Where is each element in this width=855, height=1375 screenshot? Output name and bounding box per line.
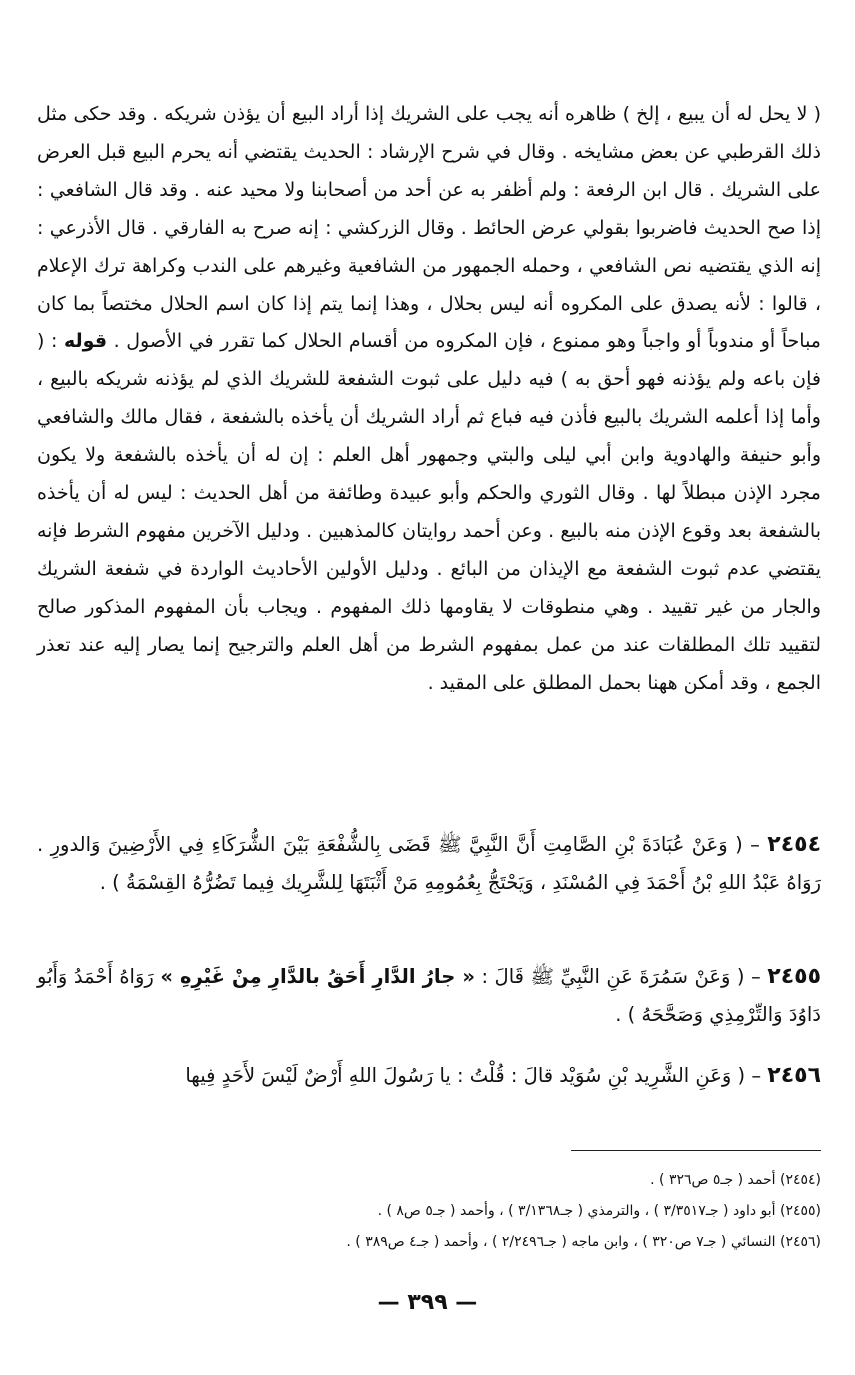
commentary-paragraph	[37, 96, 821, 703]
hadith-number: ٢٤٥٤	[767, 832, 821, 857]
hadith-quote: « جارُ الدَّارِ أَحَقُ بالدَّارِ مِنْ غَيْرِهِ »	[160, 965, 475, 988]
commentary-text-part1: ( لا يحل له أن يبيع ، إلخ ) ظاهره أنه يجب على الشريك إذا أراد البيع أن يؤذن شريكه . وقد حكى مثل ذلك القرطبي عن بعض مشايخه . وقال في شرح الإرشاد : الحديث يقتضي أنه يحرم البيع قبل العرض على الشريك . قال ابن الرفعة : ولم أظفر به عن أحد من أصحابنا ولا محيد عنه . وقد قال الشافعي : إذا صح الحديث فاضربوا بقولي عرض الحائط . وقال الزركشي : إنه صرح به الفارقي . قال الأذرعي : إنه الذي يقتضيه نص الشافعي ، وحمله الجمهور من الشافعية وغيرهم على الندب وكراهة ترك الإعلام ، قالوا : لأنه يصدق على المكروه أنه ليس بحلال ، وهذا إنما يتم إذا كان اسم الحلال مختصاً بما كان مباحاً أو مندوباً أو واجباً وهو ممنوع ، فإن المكروه من أقسام الحلال كما تقرر في الأصول .	[37, 103, 821, 353]
commentary-text-part2: : ( فإن باعه ولم يؤذنه فهو أحق به ) فيه دليل على ثبوت الشفعة للشريك الذي لم يؤذنه شريكه بالبيع ، وأما إذا أعلمه الشريك بالبيع فأذن فيه فباع ثم أراد الشريك أن يأخذه بالشفعة ، فقال مالك والشافعي وأبو حنيفة والهادوية وابن أبي ليلى والبتي وجمهور أهل العلم : إن له أن يأخذه بالشفعة ولا يكون مجرد الإذن مبطلاً لها . وقال الثوري والحكم وأبو عبيدة وطائفة من أهل الحديث : ليس له أن يأخذه بالشفعة بعد وقوع الإذن منه بالبيع . وعن أحمد روايتان كالمذهبين . ودليل الآخرين مفهوم الشرط فإنه يقتضي عدم ثبوت الشفعة مع الإيذان من البائع . ودليل الأولين الأحاديث الواردة في شفعة الشريك والجار من غير تقييد . وهي منطوقات لا يقاومها ذلك المفهوم . ويجاب بأن المفهوم المذكور صالح لتقييد تلك المطلقات عند من عمل بمفهوم الشرط من أهل العلم والترجيح إنما يصار إليه عند تعذر الجمع ، وقد أمكن ههنا بحمل المطلق على المقيد .	[37, 330, 821, 694]
footnotes-list	[37, 1165, 821, 1258]
hadith-2456	[37, 1057, 821, 1095]
hadith-text: – ( وَعَنِ الشَّرِيد بْنِ سُوَيْد قالَ : قُلْتُ : يا رَسُولَ اللهِ أَرْضٌ لَيْسَ لأَحَدٍ فِيها	[185, 1064, 762, 1087]
hadith-text: – ( وَعَنْ سَمُرَةَ عَنِ النَّبِيِّ ﷺ قَالَ :	[481, 965, 761, 988]
page-number: — ٣٩٩ —	[377, 1290, 478, 1315]
hadith-text: – ( وَعَنْ عُبَادَةَ بْنِ الصَّامِتِ أَنَّ النَّبِيَّ ﷺ قَضَى بِالشُّفْعَةِ بَيْنَ الشُّرَكَاءِ فِي الأَرْضِينَ وَالدورِ . رَوَاهُ عَبْدُ اللهِ بْنُ أَحْمَدَ فِي المُسْنَدِ ، وَيَحْتَجُّ بِعُمُومِهِ مَنْ أَثْبَتَهَا لِلشَّرِيك فِيما تَضُرُّهُ القِسْمَةُ ) .	[37, 833, 821, 894]
footnote-item: (٢٤٥٤) أحمد ( جـ٥ ص٣٢٦ ) .	[650, 1172, 821, 1188]
footnote-item: (٢٤٥٦) النسائي ( جـ٧ ص٣٢٠ ) ، وابن ماجه ( جـ٢/٢٤٩٦ ) ، وأحمد ( جـ٤ ص٣٨٩ ) .	[346, 1234, 821, 1250]
hadith-number: ٢٤٥٦	[767, 1063, 821, 1088]
hadith-source: رَوَاهُ أَحْمَدُ وَأَبُو دَاوُدَ وَالتِّرْمِذِي وَصَحَّحَهُ ) .	[37, 965, 821, 1026]
footnote-item: (٢٤٥٥) أبو داود ( جـ٣/٣٥١٧ ) ، والترمذي ( جـ٣/١٣٦٨ ) ، وأحمد ( جـ٥ ص٨ ) .	[377, 1203, 821, 1219]
hadith-number: ٢٤٥٥	[767, 964, 821, 989]
hadith-2454	[37, 826, 821, 902]
qawluh-keyword: قوله	[64, 330, 108, 353]
hadith-2455	[37, 958, 821, 1034]
footnote-divider	[571, 1150, 821, 1151]
